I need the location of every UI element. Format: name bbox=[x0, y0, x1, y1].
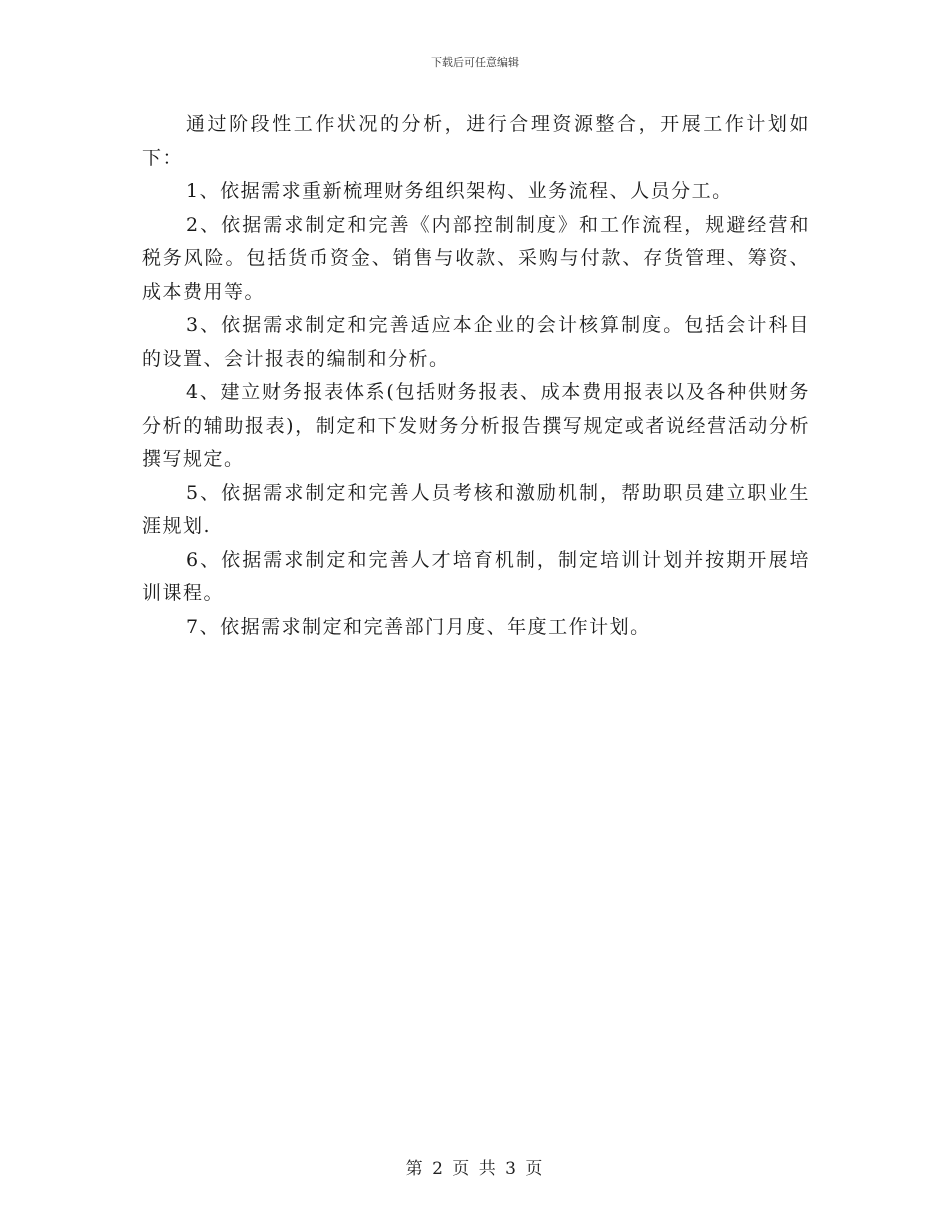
paragraph-item-7: 7、依据需求制定和完善部门月度、年度工作计划。 bbox=[186, 615, 651, 638]
document-body bbox=[142, 108, 810, 644]
paragraph-item-2: 2、依据需求制定和完善《内部控制制度》和工作流程，规避经营和税务风险。包括货币资金、销售与收款、采购与付款、存货管理、筹资、成本费用等。 bbox=[142, 213, 810, 303]
paragraph-item-3: 3、依据需求制定和完善适应本企业的会计核算制度。包括会计科目的设置、会计报表的编制和分析。 bbox=[142, 314, 810, 370]
paragraph-item-1: 1、依据需求重新梳理财务组织架构、业务流程、人员分工。 bbox=[186, 180, 733, 202]
page-header: 下载后可任意编辑 bbox=[431, 56, 519, 69]
paragraph-item-5: 5、依据需求制定和完善人员考核和激励机制，帮助职员建立职业生涯规划. bbox=[142, 481, 810, 537]
page-number-footer: 第 2 页 共 3 页 bbox=[405, 1159, 545, 1179]
paragraph-item-6: 6、依据需求制定和完善人才培育机制，制定培训计划并按期开展培训课程。 bbox=[142, 548, 810, 604]
paragraph-intro: 通过阶段性工作状况的分析，进行合理资源整合，开展工作计划如下： bbox=[142, 113, 810, 169]
paragraph-item-4: 4、建立财务报表体系(包括财务报表、成本费用报表以及各种供财务分析的辅助报表)，制定和下发财务分析报告撰写规定或者说经营活动分析撰写规定。 bbox=[142, 381, 810, 470]
